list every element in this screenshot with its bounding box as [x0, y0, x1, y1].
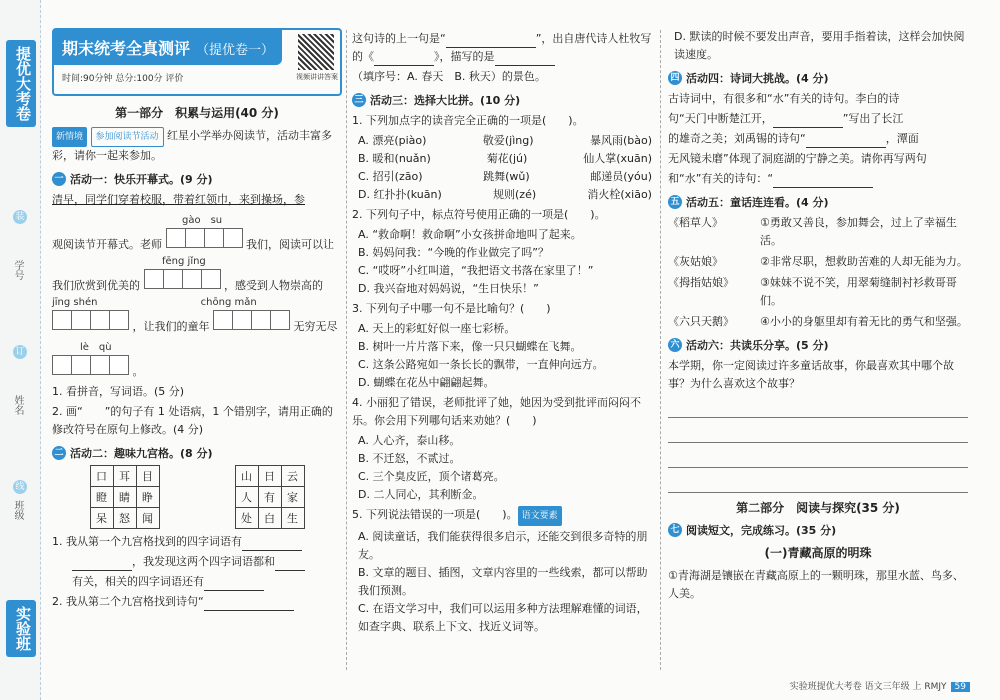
option[interactable]: C. “哎呀”小红叫道，“我把语文书落在家里了！” [358, 264, 594, 277]
option: 菊花(jú) [486, 152, 528, 165]
option[interactable]: D. 二人同心，其利断金。 [358, 488, 484, 501]
question: 4. 小丽犯了错误，老师批评了她，她因为受到批评而闷闷不乐。你会用下列哪句话来劝她？( ) [352, 396, 641, 427]
nine-grid-row [52, 465, 342, 529]
pinyin: chōng mǎn [200, 297, 257, 308]
activity-title: 活动三：选择大比拼。(10 分) [370, 94, 521, 107]
page-number: 59 [951, 682, 970, 692]
qr-caption: 视频讲讲答案 [296, 73, 338, 81]
question: 1. 看拼音，写词语。(5 分) [52, 385, 185, 398]
option: 邮递员(yóu) [590, 170, 652, 183]
activity-title: 活动五：童话连连看。(4 分) [686, 196, 829, 209]
answer-boxes[interactable] [52, 310, 129, 330]
grid-cell: 闻 [136, 508, 159, 529]
qr-code-icon[interactable] [298, 34, 334, 70]
grid-cell: 生 [281, 508, 304, 529]
passage-text: 我们，阅读可以让 [246, 238, 334, 251]
grid-cell: 日 [258, 466, 281, 487]
page-footer [790, 679, 970, 692]
book-title: 《稻草人》 [668, 216, 723, 229]
question: 2. 下列句子中，标点符号使用正确的一项是( )。 [352, 208, 606, 221]
exam-title [54, 30, 282, 65]
intro-text: 红星小学举办阅读节，活动丰富多彩，请你一起来参加。 [52, 129, 333, 162]
text: ”写出了长江 [842, 112, 904, 125]
activity-6-heading [668, 337, 968, 353]
grid-cell: 家 [281, 487, 304, 508]
class-field: 班级 [12, 500, 23, 520]
question: 1. 下列加点字的读音完全正确的一项是( )。 [352, 114, 584, 127]
question-text: 》，描写的是 [434, 50, 495, 63]
passage-text: ①青海湖是镶嵌在青藏高原上的一颗明珠，那里水蓝、鸟多、人美。 [668, 569, 964, 600]
binding-spine [0, 0, 41, 700]
question-text: ，我发现这两个四字词语都和 [132, 555, 275, 568]
passage-text: 无穷无尽 [293, 320, 338, 333]
part-1-title: 第一部分 积累与运用(40 分) [115, 106, 279, 120]
answer-boxes[interactable] [144, 269, 221, 289]
question-text: 2. 我从第二个九宫格找到诗句“ [52, 595, 204, 608]
option[interactable]: A. 天上的彩虹好似一座七彩桥。 [358, 322, 516, 335]
question: 2. 画“ ”的句子有 1 处语病，1 个错别字，请用正确的修改符号在原句上修改。(4 分) [52, 405, 333, 436]
option: 跳舞(wǔ) [483, 170, 530, 183]
pinyin: lè qù [80, 342, 112, 353]
question [72, 553, 342, 571]
answer-boxes[interactable] [213, 310, 290, 330]
grid-cell: 云 [281, 466, 304, 487]
binding-mark: 线 [13, 480, 27, 494]
number-badge: 四 [668, 71, 682, 85]
description: ④小小的身躯里却有着无比的勇气和坚强。 [760, 315, 968, 328]
name-field: 姓名 [12, 395, 23, 415]
option: 仙人掌(xuān) [583, 152, 652, 165]
binding-mark: 装 [13, 210, 27, 224]
option[interactable]: D. 默读的时候不要发出声音，要用手指着读，这样会加快阅读速度。 [674, 30, 965, 61]
activity-1-heading [52, 171, 342, 187]
answer-boxes[interactable] [166, 228, 243, 248]
grid-cell: 睛 [113, 487, 136, 508]
answer-line[interactable] [72, 558, 132, 571]
question-text: 1. 我从第一个九宫格找到的四字词语有 [52, 535, 242, 548]
subtitle-text: （提优卷一） [196, 43, 275, 58]
grid-cell: 瞪 [90, 487, 113, 508]
number-badge: 三 [352, 93, 366, 107]
description: ②非常尽职，想救助苦难的人却无能为力。 [760, 255, 968, 268]
literacy-tag: 语文要素 [518, 506, 562, 526]
poem-text [668, 130, 968, 148]
column-3 [668, 28, 968, 605]
match-row[interactable] [668, 313, 968, 331]
answer-line[interactable] [204, 598, 294, 611]
scenario-tag: 新情境 [52, 127, 87, 147]
grid-cell: 处 [235, 508, 258, 529]
question-text: 有关，相关的四字词语还有 [72, 575, 204, 588]
text: 和“水”有关的诗句：“ [668, 172, 774, 185]
activity-tag: 参加阅读节活动 [91, 127, 164, 147]
answer-line[interactable] [204, 578, 264, 591]
pinyin-row [52, 297, 342, 308]
option-row[interactable] [358, 132, 652, 150]
activity-4-heading [668, 70, 968, 86]
answer-line[interactable] [242, 538, 302, 551]
grid-cell: 人 [235, 487, 258, 508]
question [52, 593, 342, 611]
question-text: ”，出自唐代诗人杜牧写的《 [352, 32, 652, 63]
student-number-field: 学号 [12, 260, 23, 280]
number-badge: 一 [52, 172, 66, 186]
poem-question-end: （填序号：A. 春天 B. 秋天）的景色。 [352, 70, 546, 83]
poem-text: 无风镜未磨”体现了洞庭湖的宁静之美。请你再写两句 [668, 152, 927, 165]
column-divider [346, 30, 347, 670]
activity-2-heading [52, 445, 342, 461]
number-badge: 二 [52, 446, 66, 460]
activity-5-heading [668, 194, 968, 210]
grid-cell: 耳 [113, 466, 136, 487]
activity-7-heading [668, 522, 968, 538]
option[interactable]: D. 蝴蝶在花丛中翩翩起舞。 [358, 376, 495, 389]
grid-cell: 睁 [136, 487, 159, 508]
answer-line[interactable] [275, 558, 305, 571]
activity-title: 阅读短文，完成练习。(35 分) [686, 524, 837, 537]
poem-question [352, 30, 652, 66]
answer-line[interactable] [374, 53, 434, 66]
option-row[interactable] [358, 150, 652, 168]
passage-text: 我们欣赏到优美的 [52, 279, 140, 292]
answer-line[interactable] [806, 135, 886, 148]
poem-text: 古诗词中，有很多和“水”有关的诗句。李白的诗 [668, 92, 900, 105]
option[interactable]: C. 三个臭皮匠，顶个诸葛亮。 [358, 470, 505, 483]
option: A. 漂亮(piào) [358, 134, 427, 147]
match-row[interactable] [668, 214, 968, 250]
exam-header [52, 28, 342, 96]
option: 暴风雨(bào) [589, 134, 652, 147]
option: B. 暖和(nuǎn) [358, 152, 431, 165]
activity-title: 活动六：共读乐分享。(5 分) [686, 339, 829, 352]
text: ，潭面 [885, 132, 919, 145]
nine-grid-2 [235, 465, 305, 529]
option[interactable]: C. 这条公路宛如一条长长的飘带，一直伸向远方。 [358, 358, 604, 371]
brand-label-top: 提优大考卷 [6, 40, 36, 127]
option[interactable]: C. 在语文学习中，我们可以运用多种方法理解难懂的词语，如查字典、联系上下文、找近义词等。 [358, 602, 648, 633]
description: ③妹妹不说不笑，用翠菊缝制衬衫救哥哥们。 [760, 276, 957, 307]
question-text: 这句诗的上一句是“ [352, 32, 446, 45]
exam-meta: 时间:90分钟 总分:100分 评价 [62, 74, 184, 84]
pinyin: fēng jǐng [162, 256, 206, 267]
activity-title: 活动二：趣味九宫格。(8 分) [70, 447, 213, 460]
answer-lines[interactable] [668, 395, 968, 493]
match-row[interactable] [668, 274, 968, 310]
option[interactable]: D. 我兴奋地对妈妈说，“生日快乐！” [358, 282, 539, 295]
answer-line[interactable] [773, 175, 873, 188]
passage-text: ，感受到人物崇高的 [224, 279, 323, 292]
answer-boxes[interactable] [52, 355, 129, 375]
part-2-title: 第二部分 阅读与探究(35 分) [736, 501, 900, 515]
activity-3-heading [352, 92, 652, 108]
option[interactable]: A. “救命啊！救命啊”小女孩拼命地叫了起来。 [358, 228, 582, 241]
number-badge: 七 [668, 523, 682, 537]
option[interactable]: B. 妈妈问我：“今晚的作业做完了吗”？ [358, 246, 549, 259]
pinyin: gào su [182, 215, 223, 226]
grid-cell: 目 [136, 466, 159, 487]
poem-text [668, 170, 968, 188]
answer-line[interactable] [495, 53, 555, 66]
option[interactable]: B. 树叶一片片落下来，像一只只蝴蝶在飞舞。 [358, 340, 582, 353]
answer-line[interactable] [773, 115, 843, 128]
title-text: 期末统考全真测评 [62, 39, 191, 58]
grid-cell: 山 [235, 466, 258, 487]
text: 句“天门中断楚江开， [668, 112, 773, 125]
poem-text [668, 110, 968, 128]
answer-line[interactable] [446, 35, 536, 48]
passage-line: 清早，同学们穿着校服，带着红领巾，来到操场，参 [52, 193, 305, 206]
passage-title: (一)青藏高原的明珠 [764, 546, 872, 560]
description: ①勇敢又善良，参加舞会，过上了幸福生活。 [760, 216, 957, 247]
option[interactable]: A. 人心齐，泰山移。 [358, 434, 461, 447]
grid-cell: 呆 [90, 508, 113, 529]
question: 3. 下列句子中哪一句不是比喻句？( ) [352, 302, 551, 315]
intro [52, 127, 342, 165]
column-2 [352, 28, 652, 636]
option-row[interactable] [358, 186, 652, 204]
text: 的雄奇之美；刘禹锡的诗句“ [668, 132, 806, 145]
binding-mark: 订 [13, 345, 27, 359]
passage-text: 观阅读节开幕式。老师 [52, 238, 162, 251]
question [72, 573, 342, 591]
question: 本学期，你一定阅读过许多童话故事，你最喜欢其中哪个故事？为什么喜欢这个故事？ [668, 359, 954, 390]
pinyin: jīng shén [52, 297, 98, 308]
footer-text: 实验班提优大考卷 语文三年级 上 RMJY [789, 682, 947, 692]
number-badge: 六 [668, 338, 682, 352]
option[interactable]: B. 不迁怒，不贰过。 [358, 452, 461, 465]
option[interactable]: B. 文章的题目、插图，文章内容里的一些线索，都可以帮助我们预测。 [358, 566, 648, 597]
option-row[interactable] [358, 168, 652, 186]
column-divider [660, 30, 661, 670]
question-text: 5. 下列说法错误的一项是( )。 [352, 508, 518, 521]
brand-label-bottom: 实验班 [6, 600, 36, 657]
match-row[interactable] [668, 253, 968, 271]
question [352, 506, 652, 526]
activity-title: 活动一：快乐开幕式。(9 分) [70, 173, 213, 186]
activity-title: 活动四：诗词大挑战。(4 分) [686, 72, 829, 85]
option[interactable]: A. 阅读童话，我们能获得很多启示，还能交到很多奇特的朋友。 [358, 530, 648, 561]
grid-cell: 口 [90, 466, 113, 487]
number-badge: 五 [668, 195, 682, 209]
book-title: 《六只天鹅》 [668, 315, 734, 328]
option: 敬爱(jìng) [482, 134, 534, 147]
question [52, 533, 342, 551]
book-title: 《灰姑娘》 [668, 255, 723, 268]
passage-text: ，让我们的童年 [132, 320, 210, 333]
grid-cell: 白 [258, 508, 281, 529]
passage-line [52, 355, 342, 381]
option: D. 红扑扑(kuān) [358, 188, 442, 201]
passage-line [52, 228, 342, 254]
option: 消火栓(xiāo) [587, 188, 652, 201]
grid-cell: 有 [258, 487, 281, 508]
option: C. 招引(zāo) [358, 170, 423, 183]
book-title: 《拇指姑娘》 [668, 276, 734, 289]
grid-cell: 怒 [113, 508, 136, 529]
passage-line [52, 310, 342, 336]
passage-line [52, 269, 342, 295]
passage-text: 。 [132, 365, 144, 378]
nine-grid-1 [90, 465, 160, 529]
option: 规则(zé) [493, 188, 537, 201]
column-1 [52, 28, 342, 613]
